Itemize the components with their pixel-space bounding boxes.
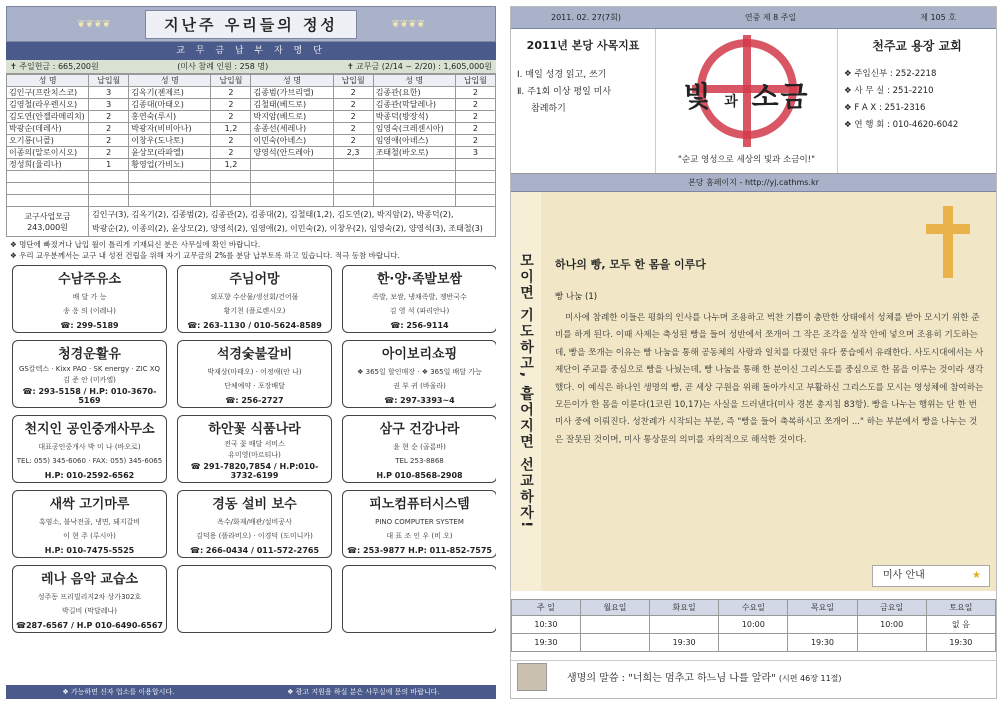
mass-time-cell: 10:00 [857,616,926,634]
donor-name-cell [251,195,333,207]
mass-time-cell: 19:30 [650,634,719,652]
goal-item: Ⅰ. 매일 성경 읽고, 쓰기 [517,70,607,80]
ad-phone: ☎: 293-5158 / H.P: 010-3670-5169 [22,387,157,405]
ad-phone: ☎ 291-7820,7854 / H.P:010-3732-6199 [190,462,319,480]
donor-name-cell [251,159,333,171]
golden-cross-icon [918,202,978,282]
ad-line2: TEL: 055) 345-6060 · FAX: 055) 345-6065 [16,457,163,465]
goal-item: Ⅱ. 주1회 이상 평일 미사 [517,87,612,97]
col-header: 납입월 [455,75,495,87]
table-row [7,183,496,195]
donor-name-cell: 김도연(안젤라메리치) [7,111,89,123]
paid-month-cell: 3 [89,99,129,111]
paid-month-cell [333,159,373,171]
ad-line1: 외포향 수산물/생선회/건어물 [210,293,299,301]
donor-name-cell: 김종관(요한) [373,87,455,99]
donor-name-cell: 김종대(마태오) [129,99,211,111]
table-row [7,171,496,183]
notice-block [6,237,496,263]
donor-name-cell: 박지암(베드로) [251,111,333,123]
ad-line1: 대표공인중개사 박 미 나 (바오로) [38,443,141,451]
donor-name-cell [251,183,333,195]
ad-line1: ❖ 365일 할인매장 · ❖ 365일 배달 가능 [357,368,482,376]
church-info [838,29,996,173]
paid-month-cell: 2 [211,135,251,147]
ad-name: 천지인 공인중개사무소 [24,422,155,437]
donor-name-cell: 이민숙(아녜스) [251,135,333,147]
mass-header-row [512,600,996,616]
ad-line2: TEL 253-8868 [395,457,444,465]
sunday-offering: ✝ 주일헌금 : 665,200원 [10,62,99,71]
table-row [7,159,496,171]
mass-time-cell: 19:30 [788,634,857,652]
diocese-fund-label [7,207,89,236]
logo-word: 빛 [683,80,713,113]
mass-guide-text: 미사 안내 [883,570,925,581]
donor-name-cell: 홍연숙(루시) [129,111,211,123]
donor-name-cell [373,159,455,171]
ad-grid [6,263,496,635]
donor-name-cell: 김종범(가브리엘) [251,87,333,99]
col-header: 납입월 [89,75,129,87]
table-row [7,147,496,159]
donor-name-cell [373,171,455,183]
ad-name: 청경운활유 [58,347,121,362]
article-subtitle: 빵 나눔 (1) [555,292,598,302]
logo-word: 과 [724,94,740,110]
paid-month-cell: 1,2 [211,159,251,171]
paid-month-cell: 2 [333,111,373,123]
donor-name-cell: 김철태(베드로) [251,99,333,111]
donor-name-cell: 윤상모(라파엘) [129,147,211,159]
paid-month-cell [455,183,495,195]
paid-month-cell: 2 [455,111,495,123]
ad-line1: 족발, 보쌈, 냉채족발, 쟁반국수 [372,293,467,301]
ad-line1: 배 달 가 능 [72,293,107,301]
paid-month-cell: 2 [89,111,129,123]
paid-month-cell: 3 [455,147,495,159]
ad-line1: 박재상(마태오) · 어정애(안 나) [207,368,302,376]
ad-box [177,415,332,483]
ad-phone: H.P 010-8568-2908 [376,471,463,480]
ad-box [177,490,332,558]
paid-month-cell: 2,3 [333,147,373,159]
donor-name-cell: 김인구(프란치스코) [7,87,89,99]
col-header: 납입월 [333,75,373,87]
right-page [510,6,997,699]
fund-donors-line: 박광순(2), 이종의(2), 윤상모(2), 양영석(2), 임영애(2), 이민숙(2), 이창우(2), 임영숙(2), 양영석(3), 조태철(3) [92,224,483,234]
ad-name: 석경숯불갈비 [216,347,293,362]
goals-title: 2011년 본당 사목지표 [526,39,640,52]
ad-line1: PINO COMPUTER SYSTEM [375,518,464,526]
ornament-icon: ❦❦❦❦ [391,19,425,30]
ad-box [12,265,167,333]
ad-phone: ☎: 297-3393~4 [384,396,455,405]
ornament-icon: ❦❦❦❦ [77,19,111,30]
table-row [7,135,496,147]
ad-box [342,265,496,333]
paid-month-cell [333,195,373,207]
donor-name-cell: 황영업(가비노) [129,159,211,171]
paid-month-cell [333,171,373,183]
donor-name-cell: 이종의(알로이시오) [7,147,89,159]
paid-month-cell: 2 [333,123,373,135]
logo-slogan: "순교 영성으로 세상의 빛과 소금이!" [678,155,815,165]
ad-box [342,340,496,408]
bulletin-header [511,29,996,174]
fund-donors-line: 김인구(3), 김옥기(2), 김종범(2), 김종관(2), 김종대(2), 김철태(1,2), 김도연(2), 박지암(2), 박종덕(2), [92,209,454,219]
paid-month-cell: 2 [211,111,251,123]
day-header: 주 일 [512,600,581,616]
mass-time-cell [788,616,857,634]
ad-line2: 박길비 (막달레나) [61,607,118,615]
donor-name-cell: 오기룡(니콜) [7,135,89,147]
left-page-title: 지난주 우리들의 정성 [145,10,357,39]
homepage-url[interactable]: 본당 홈페이지 - http://yj.cathms.kr [511,174,996,192]
paid-month-cell [333,183,373,195]
donor-name-cell [7,195,89,207]
ad-box [12,340,167,408]
paid-month-cell: 1 [89,159,129,171]
left-page [6,6,496,699]
ad-name: 주님어망 [229,272,280,287]
paid-month-cell: 2 [455,135,495,147]
table-row [7,99,496,111]
contact-line: ❖ 주임신부 : 252-2218 [844,69,937,79]
donor-name-cell: 이창우(도나토) [129,135,211,147]
mass-row [512,616,996,634]
article-body: 미사에 참례한 이들은 평화의 인사를 나누며 조용하고 벅찬 기쁨이 충만한 상태에서 성체를 받아 모시기 위한 준비를 하게 된다. 이때 사제는 축성된 빵을 들어 성반에서 쪼개어 그 작은 조각을 성작 안에 넣으며 조용히 기도하는데, 빵을 쪼개는 이유는 빵 나눔을 통해 공동체의 사랑과 일치를 다졌던 유다 풍습에서 유래한다. 사도시대에서는 사제단이 주교를 중심으로 빵을 나눴는데, 빵 나눔을 통해 한 분이신 그리스도를 중심으로 한 몸을 이루는 것이라 생각했다. 이 예식은 하나인 생명의 빵, 곧 세상 구원을 위해 돌아가시고 부활하신 그리스도를 모시는 영성체에 참여하는 모든이가 한 몸을 이룬다(1코린 10,17)는 사실을 드러낸다(미사 경본 총지침 83항). 빵을 나누는 행위는 단 한 번 미사 중에 이뤄진다. 성찬례가 시작되는 부분, 즉 "빵을 들어 축복하시고 쪼개어 ..." 하는 부분에서 빵을 나누는 것은 잘못된 것이며, 미사 통상문의 의미를 자의적으로 해석한 것이다. [555,313,984,445]
col-header: 성 명 [373,75,455,87]
ad-line2: 단체예약 · 포장배달 [224,382,285,390]
paid-month-cell [455,171,495,183]
ad-phone: ☎287-6567 / H.P 010-6490-6567 [16,621,163,630]
paid-month-cell: 2 [211,99,251,111]
ad-box [12,565,167,633]
ad-phone: ☎: 299-5189 [60,321,119,330]
table-row [7,195,496,207]
church-name: 천주교 용장 교회 [872,39,962,53]
word-of-life [511,660,996,692]
donor-name-cell: 박종덕(방장석) [373,111,455,123]
notice-line: ❖ 명단에 빠졌거나 납입 월이 틀리게 기재되신 분은 사무실에 확인 바랍니다. [10,240,261,249]
col-header: 납입월 [211,75,251,87]
donor-name-cell: 박광순(데레사) [7,123,89,135]
ad-line2: 황기천 (플로렌시오) [223,307,286,315]
ad-line1: GS칼텍스 · Kixx PAO · SK energy · ZIC XQ [18,365,161,373]
pastoral-goals [511,29,656,173]
ad-box [12,490,167,558]
paid-month-cell: 2 [89,135,129,147]
paid-month-cell: 2 [211,87,251,99]
paid-month-cell [89,195,129,207]
word-quote: "너희는 멈추고 하느님 나를 알라" [628,673,776,684]
donor-name-cell: 조태철(바오로) [373,147,455,159]
contact-line: ❖ F A X : 251-2316 [844,103,926,113]
ad-box [12,415,167,483]
mass-time-cell [857,634,926,652]
donor-name-cell [129,183,211,195]
mass-guide-label [872,565,990,587]
ad-phone: ☎: 263-1130 / 010-5624-8589 [187,321,322,330]
ad-phone: ☎: 266-0434 / 011-572-2765 [189,546,320,555]
ad-line1: 흑염소, 불낙전골, 냉면, 돼지갈비 [38,518,141,526]
fund-label: 교구사업모금 [24,211,71,221]
goal-item: 참례하기 [531,104,566,114]
footer-note: ❖ 광고 지원을 하실 분은 사무실에 문의 바랍니다. [287,688,440,696]
left-title-bar [6,6,496,42]
ad-line2: 김 영 석 (파리안나) [389,307,450,315]
ad-box [342,490,496,558]
paid-month-cell [211,195,251,207]
ad-phone: ☎: 256-2727 [225,396,284,405]
table-row [7,111,496,123]
ad-line1: 윤 현 순 (골롬바) [393,443,446,451]
paid-month-cell: 1,2 [211,123,251,135]
ad-box [177,565,332,633]
contact-line: ❖ 연 행 회 : 010-4620-6042 [844,120,959,130]
mass-time-cell: 19:30 [926,634,995,652]
mass-attendance: (미사 참례 인원 : 258 명) [177,62,269,71]
ad-line2: 송 응 의 (이레나) [63,307,116,315]
donor-name-cell [129,195,211,207]
footer-note: ❖ 가능하면 신자 업소를 이용합시다. [62,688,175,696]
ad-line2: 이 현 주 (루시아) [63,532,116,540]
day-header: 화요일 [650,600,719,616]
paid-month-cell: 2 [89,147,129,159]
paid-month-cell: 2 [455,99,495,111]
donor-name-cell: 박광자(비비아나) [129,123,211,135]
mass-time-cell [719,634,788,652]
donor-name-cell: 김옥기(젠제르) [129,87,211,99]
fund-amount: 243,000원 [27,222,68,232]
donor-name-cell: 양영석(안드레아) [251,147,333,159]
col-header: 성 명 [129,75,211,87]
donor-name-cell [373,183,455,195]
donor-name-cell: 정성희(율리나) [7,159,89,171]
paid-month-cell [455,159,495,171]
mass-schedule-table [511,599,996,652]
dues-total: ✝ 교무금 (2/14 ~ 2/20) : 1,605,000원 [346,62,492,71]
donor-name-cell [373,195,455,207]
ad-phone: ☎: 253-9877 H.P: 011-852-7575 [347,546,492,555]
mass-time-cell [580,616,649,634]
paid-month-cell: 2 [333,99,373,111]
ad-name: 아이보리쇼핑 [381,347,458,362]
paid-month-cell: 3 [89,87,129,99]
ad-phone: H.P: 010-2592-6562 [44,471,135,480]
donor-name-cell [129,171,211,183]
donor-name-cell [7,183,89,195]
mass-time-cell [650,616,719,634]
mass-time-cell: 10:30 [512,616,581,634]
donor-name-cell: 김종관(막달레나) [373,99,455,111]
fund-donors [89,207,495,236]
ad-name: 한·양·족발보쌈 [376,272,463,287]
ad-phone: H.P: 010-7475-5525 [44,546,135,555]
logo-text [656,75,837,115]
ad-line1: 전국 꽃 배달 서비스 [224,440,285,448]
liturgical-week: 연중 제 8 주일 [744,13,797,22]
ad-phone: ☎: 256-9114 [390,321,449,330]
ad-name: 삼구 건강나라 [379,422,460,437]
col-header: 성 명 [251,75,333,87]
paid-month-cell: 2 [333,87,373,99]
day-header: 수요일 [719,600,788,616]
day-header: 금요일 [857,600,926,616]
jesus-portrait-icon [517,663,547,691]
paid-month-cell: 2 [89,123,129,135]
paid-month-cell [211,183,251,195]
article [541,192,996,591]
day-header: 월요일 [580,600,649,616]
ad-line1: 성주동 프리빌리지2차 상가302호 [37,593,142,601]
word-text [567,669,842,684]
ad-line2: 김덕용 (플라비오) · 이경덕 (도미니카) [196,532,313,540]
table-row [7,87,496,99]
logo-word: 소금 [751,80,810,113]
motto-text: 모이면 기도하고, 흩어지면 선교하자! [518,253,534,530]
ad-line2: 대 표 조 인 우 (비 오) [386,532,453,540]
donor-name-cell [7,171,89,183]
donor-name-cell: 임영애(아녜스) [373,135,455,147]
ad-box [177,340,332,408]
ad-box [177,265,332,333]
ad-line1: 옥수/화재/배관/설비공사 [217,518,292,526]
ad-name: 하안꽃 식품나라 [208,422,301,437]
ad-box [342,415,496,483]
ad-line2: 권 부 귀 (바울라) [393,382,446,390]
issue-number: 제 105 호 [920,13,956,22]
article-area [511,192,996,591]
donor-table-header [7,75,496,87]
ad-name: 수남주유소 [58,272,121,287]
ad-name: 레나 음악 교습소 [41,572,138,587]
table-row [7,123,496,135]
paid-month-cell: 2 [211,147,251,159]
paid-month-cell [89,171,129,183]
mass-time-cell: 10:00 [719,616,788,634]
article-title: 하나의 빵, 모두 한 몸을 이루다 [555,258,706,271]
mass-time-cell: 19:30 [512,634,581,652]
issue-date: 2011. 02. 27(7회) [551,13,621,22]
notice-line: ❖ 우리 교우분께서는 교구 내 성전 건립을 위해 자기 교무금의 2%를 분담 납부토록 하고 있습니다. 적극 동참 바랍니다. [10,251,400,260]
diocese-fund-row [6,207,496,237]
offering-summary [6,60,496,74]
mass-time-cell: 없 음 [926,616,995,634]
word-label: 생명의 말씀 : [567,673,626,684]
donor-name-cell: 송종선(세레나) [251,123,333,135]
donor-name-cell [251,171,333,183]
paid-month-cell [211,171,251,183]
ad-name: 경동 설비 보수 [212,497,297,512]
ad-line2: 김 준 안 (미카엘) [63,376,116,384]
ad-name: 피노컴퓨터시스템 [369,497,470,512]
day-header: 토요일 [926,600,995,616]
paid-month-cell: 2 [455,87,495,99]
paid-month-cell [455,195,495,207]
left-subtitle: 교 무 금 납 부 자 명 단 [6,42,496,60]
star-icon: ★ [972,570,981,581]
ad-box [342,565,496,633]
paid-month-cell: 2 [333,135,373,147]
ad-line2: 유미영(마르티나) [228,451,281,459]
col-header: 성 명 [7,75,89,87]
vertical-motto [511,192,541,591]
left-footer [6,685,496,699]
donor-name-cell: 임영숙(크레센시아) [373,123,455,135]
contact-line: ❖ 사 무 실 : 251-2210 [844,86,934,96]
logo-block [656,29,838,173]
paid-month-cell: 2 [455,123,495,135]
word-reference: (시편 46장 11절) [778,674,842,683]
day-header: 목요일 [788,600,857,616]
ad-name: 새싹 고기마루 [49,497,130,512]
donor-name-cell: 김영철(라우렌시오) [7,99,89,111]
bulletin-topbar [511,7,996,29]
mass-row [512,634,996,652]
mass-time-cell [580,634,649,652]
paid-month-cell [89,183,129,195]
donor-table [6,74,496,207]
